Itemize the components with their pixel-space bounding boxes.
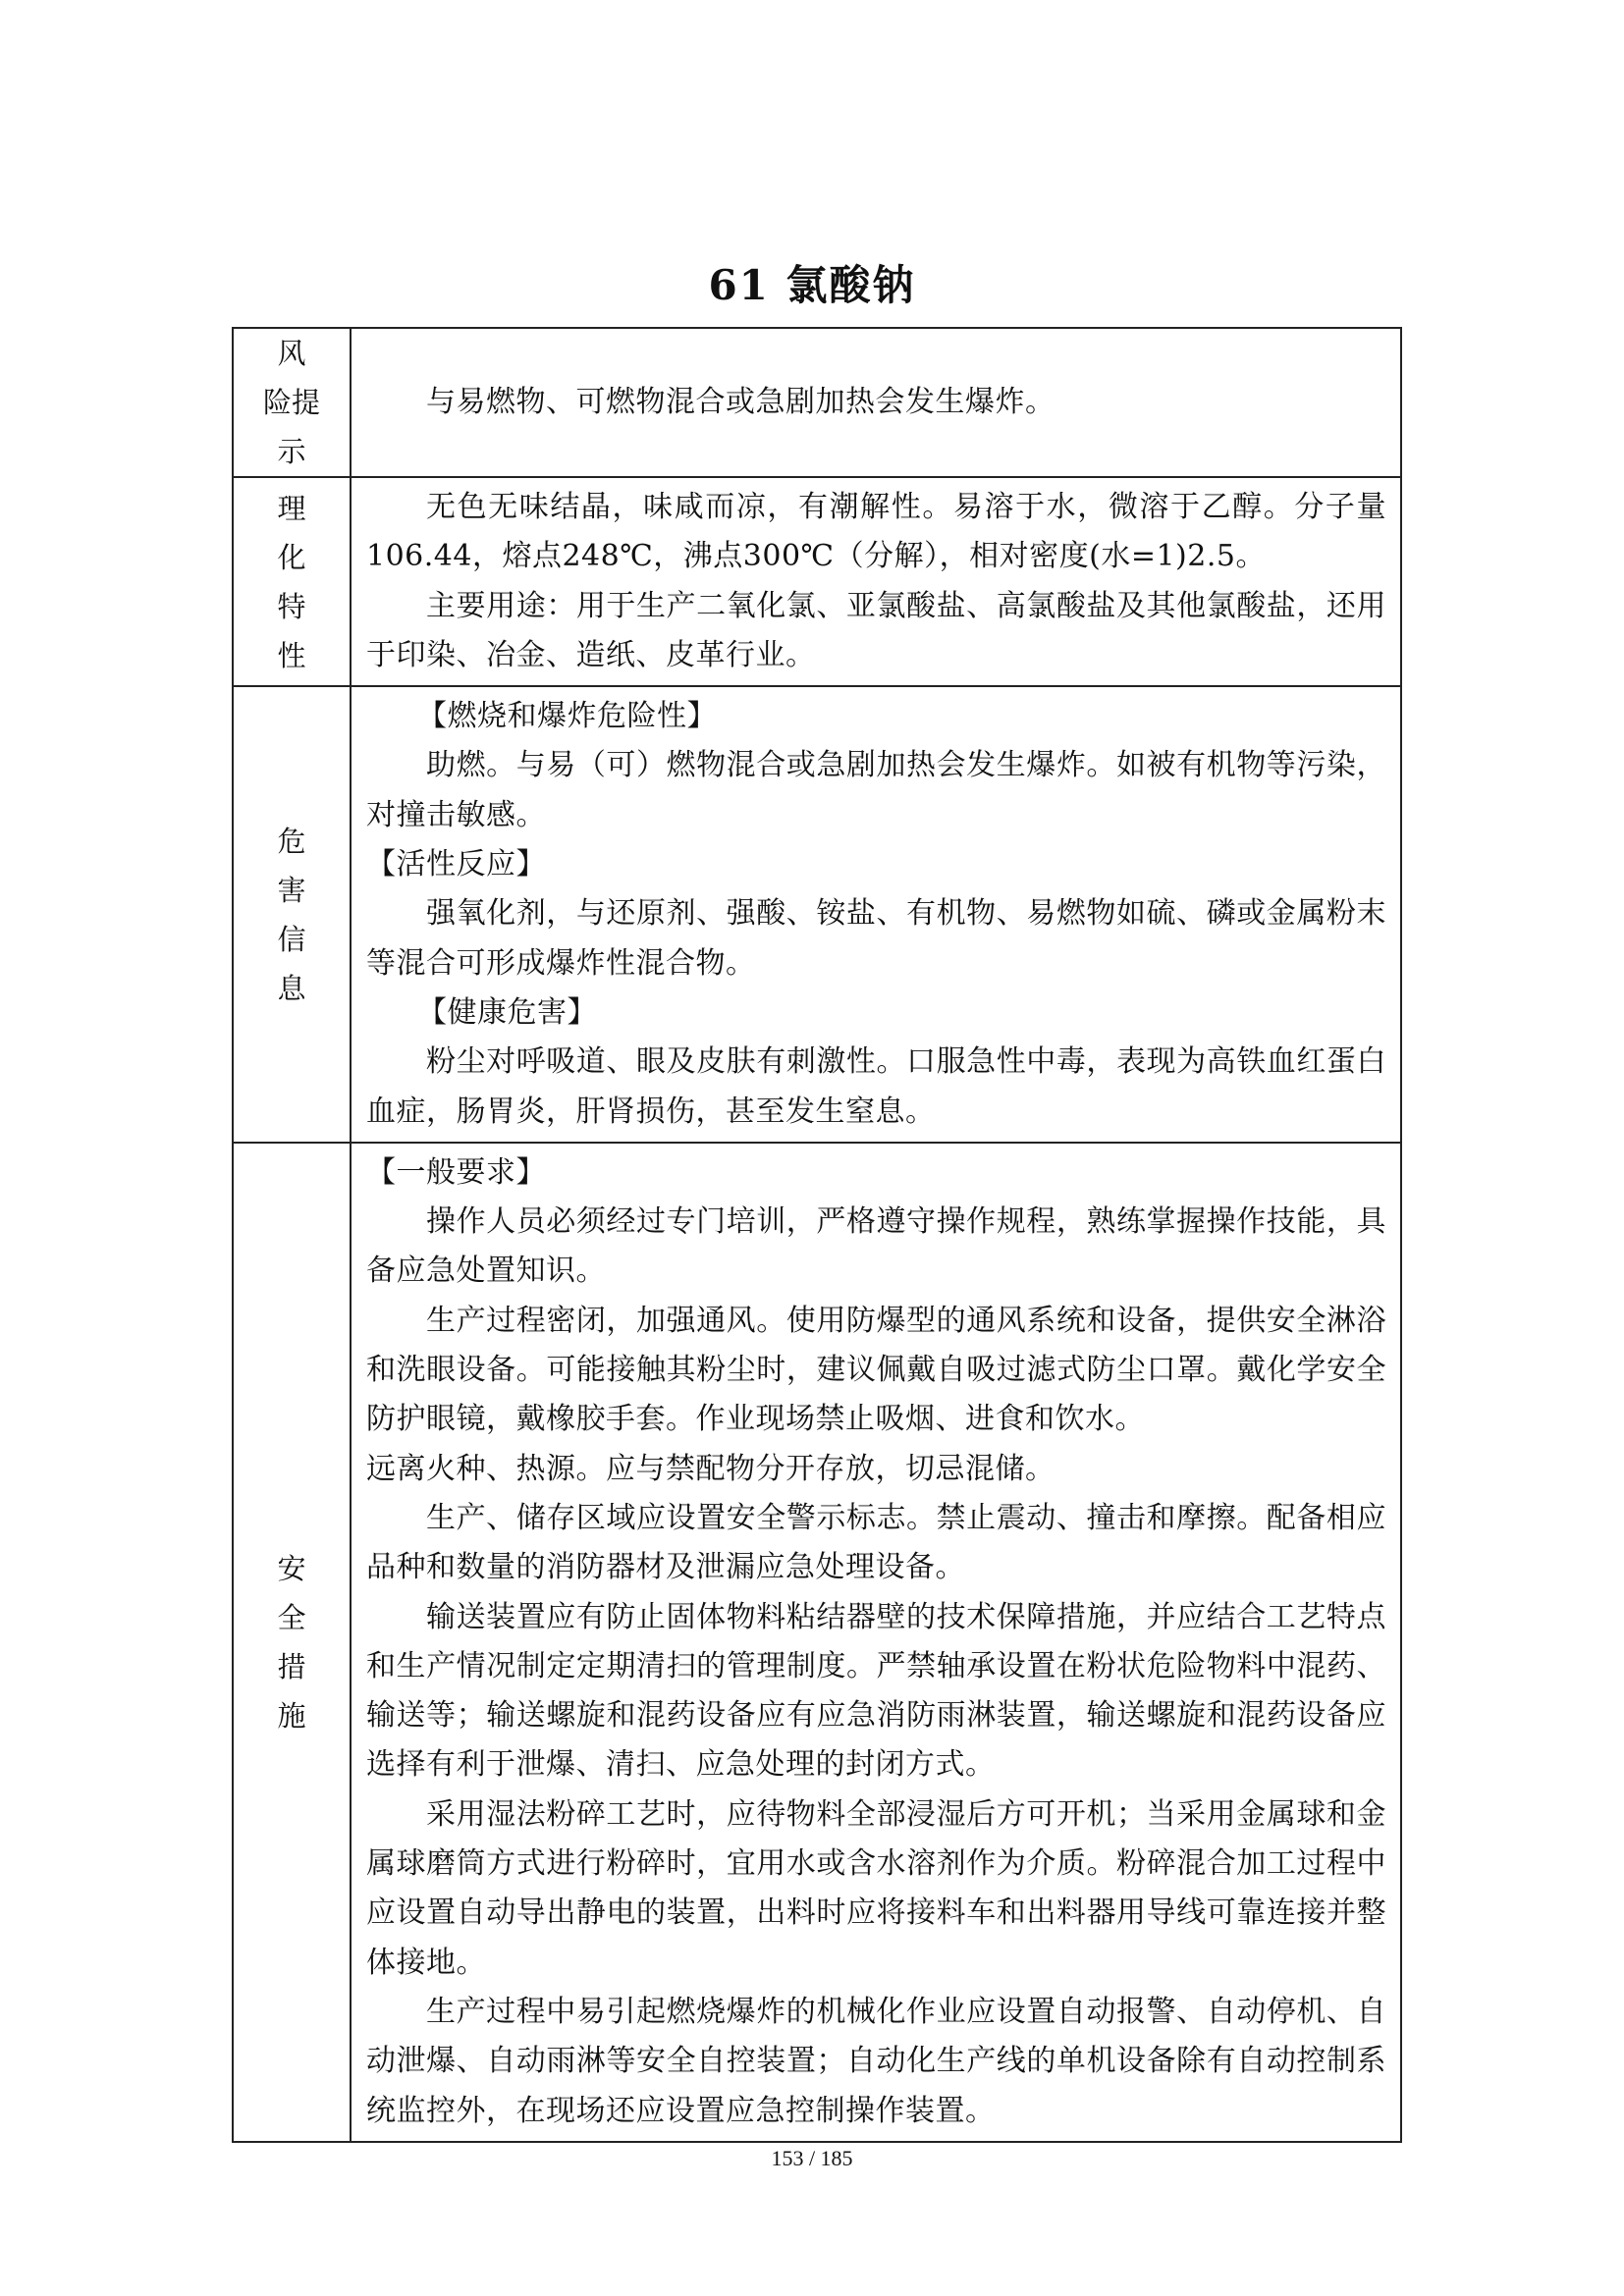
page-title: 61 氯酸钠 (708, 261, 916, 309)
label-line: 特 (277, 589, 306, 623)
paragraph: 无色无味结晶，味咸而凉，有潮解性。易溶于水，微溶于乙醇。分子量106.44，熔点248℃，沸点300℃（分解），相对密度(水=1)2.5。 (366, 490, 1386, 574)
paragraph: 生产、储存区域应设置安全警示标志。禁止震动、撞击和摩擦。配备相应品种和数量的消防器材及泄漏应急处理设备。 (366, 1500, 1386, 1585)
paragraph: 主要用途：用于生产二氧化氯、亚氯酸盐、高氯酸盐及其他氯酸盐，还用于印染、冶金、造纸、皮革行业。 (366, 588, 1386, 672)
label-line: 化 (277, 540, 306, 574)
paragraph: 粉尘对呼吸道、眼及皮肤有刺激性。口服急性中毒，表现为高铁血红蛋白血症，肠胃炎，肝肾损伤，甚至发生窒息。 (366, 1044, 1386, 1129)
page-number: 153 / 185 (771, 2146, 853, 2170)
row-label (233, 1143, 351, 2142)
label-line: 信 (277, 922, 306, 956)
label-line: 息 (277, 971, 306, 1005)
label-line: 险提 (262, 386, 320, 419)
table-row-safety-measures (233, 1143, 1401, 2142)
label-line: 示 (277, 435, 306, 468)
section-heading: 【一般要求】 (366, 1154, 546, 1190)
row-content (351, 477, 1401, 686)
label-line: 理 (277, 491, 306, 525)
label-line: 施 (277, 1698, 306, 1733)
paragraph: 与易燃物、可燃物混合或急剧加热会发生爆炸。 (426, 384, 1056, 419)
paragraph: 强氧化剂，与还原剂、强酸、铵盐、有机物、易燃物如硫、磷或金属粉末等混合可形成爆炸性混合物。 (366, 896, 1386, 981)
chemical-info-table (232, 327, 1402, 2143)
label-line: 全 (277, 1600, 306, 1634)
table-row-physicochemical-properties (233, 477, 1401, 686)
row-label (233, 477, 351, 686)
label-line: 措 (277, 1649, 306, 1683)
row-content (351, 1143, 1401, 2142)
table-row-risk-warning (233, 328, 1401, 477)
label-line: 性 (277, 638, 306, 672)
paragraph: 生产过程密闭，加强通风。使用防爆型的通风系统和设备，提供安全淋浴和洗眼设备。可能接触其粉尘时，建议佩戴自吸过滤式防尘口罩。戴化学安全防护眼镜，戴橡胶手套。作业现场禁止吸烟、进食和饮水。 (366, 1303, 1386, 1437)
paragraph: 操作人员必须经过专门培训，严格遵守操作规程，熟练掌握操作技能，具备应急处置知识。 (366, 1204, 1386, 1289)
section-heading: 【健康危害】 (417, 994, 597, 1030)
section-heading: 【活性反应】 (366, 847, 546, 882)
section-heading: 远离火种、热源。应与禁配物分开存放，切忌混储。 (366, 1451, 1056, 1486)
row-label (233, 686, 351, 1143)
paragraph: 输送装置应有防止固体物料粘结器壁的技术保障措施，并应结合工艺特点和生产情况制定定期清扫的管理制度。严禁轴承设置在粉状危险物料中混药、输送等；输送螺旋和混药设备应有应急消防雨淋装置，输送螺旋和混药设备应选择有利于泄爆、清扫、应急处理的封闭方式。 (366, 1599, 1386, 1783)
label-line: 风 (277, 337, 306, 370)
paragraph: 生产过程中易引起燃烧爆炸的机械化作业应设置自动报警、自动停机、自动泄爆、自动雨淋等安全自控装置；自动化生产线的单机设备除有自动控制系统监控外，在现场还应设置应急控制操作装置。 (366, 1994, 1386, 2128)
section-heading: 【燃烧和爆炸危险性】 (417, 699, 717, 734)
label-line: 危 (277, 824, 306, 858)
paragraph: 采用湿法粉碎工艺时，应待物料全部浸湿后方可开机；当采用金属球和金属球磨筒方式进行粉碎时，宜用水或含水溶剂作为介质。粉碎混合加工过程中应设置自动导出静电的装置，出料时应将接料车和出料器用导线可靠连接并整体接地。 (366, 1796, 1386, 1980)
row-content (351, 328, 1401, 477)
label-line: 害 (277, 873, 306, 907)
row-label (233, 328, 351, 477)
table-row-hazard-information (233, 686, 1401, 1143)
label-line: 安 (277, 1551, 306, 1585)
paragraph: 助燃。与易（可）燃物混合或急剧加热会发生爆炸。如被有机物等污染，对撞击敏感。 (366, 748, 1386, 832)
row-content (351, 686, 1401, 1143)
